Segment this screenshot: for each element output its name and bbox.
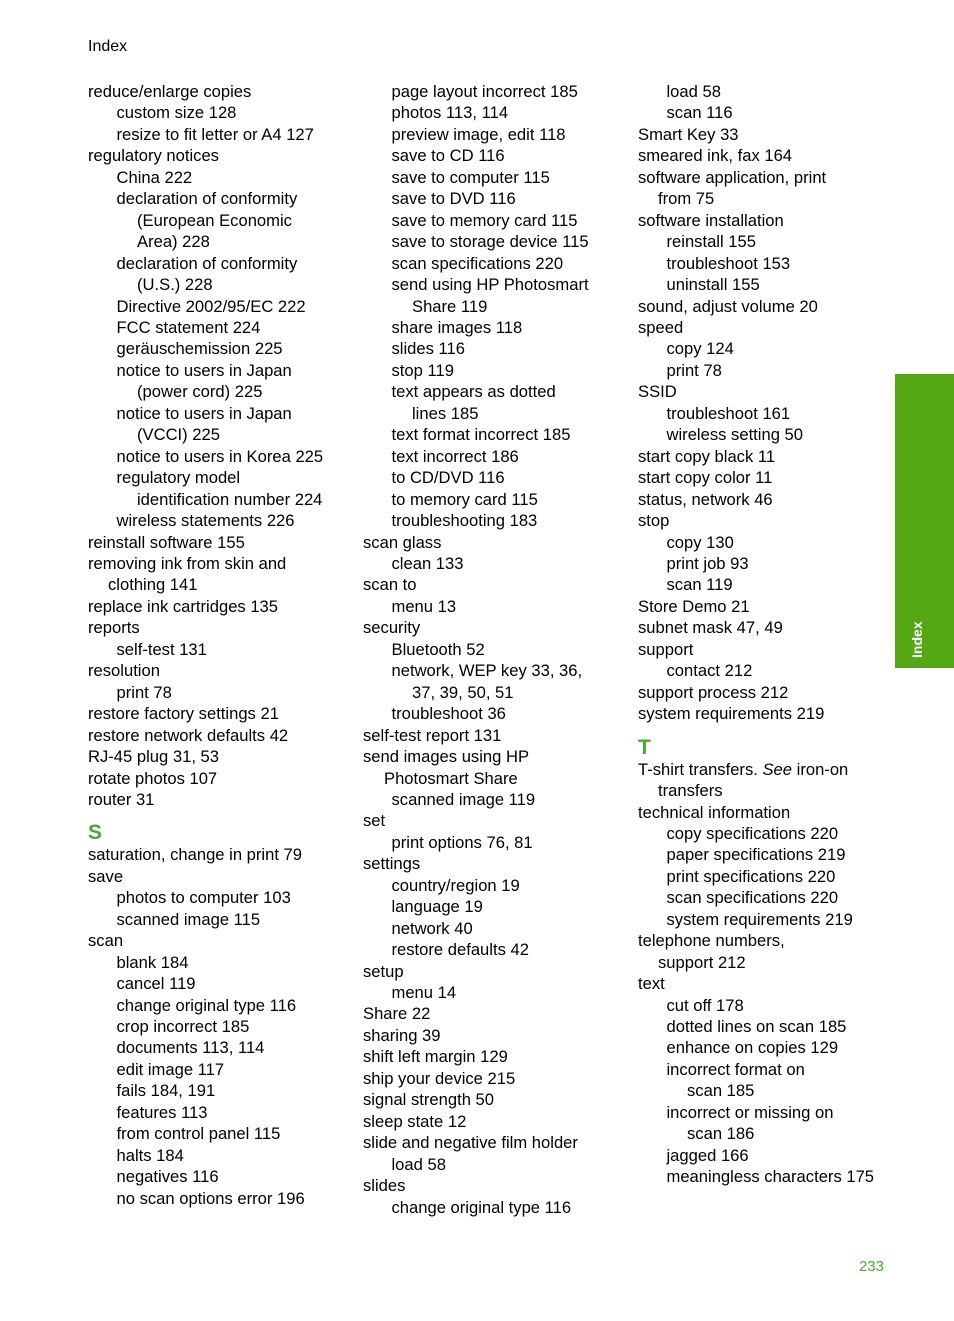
index-entry: wireless statements 226 (116, 511, 295, 531)
index-entry: jagged 166 (666, 1145, 749, 1165)
index-entry (638, 759, 900, 780)
index-entry: troubleshoot 36 (391, 704, 506, 724)
index-entry: page layout incorrect 185 (391, 82, 578, 101)
index-entry: Share 119 (412, 296, 488, 316)
index-entry: print 78 (666, 360, 722, 380)
section-letter: T (638, 735, 651, 759)
index-entry: enhance on copies 129 (666, 1038, 839, 1058)
index-entry: save to memory card 115 (391, 210, 578, 230)
index-entry: copy 130 (666, 532, 734, 552)
index-entry: support 212 (658, 952, 746, 972)
index-entry: photos 113, 114 (391, 103, 509, 123)
index-entry: saturation, change in print 79 (88, 845, 303, 865)
index-entry: (VCCI) 225 (137, 425, 220, 445)
index-entry: self-test 131 (116, 639, 207, 659)
index-column-2 (363, 81, 625, 1218)
index-entry: network 40 (391, 918, 473, 938)
index-entry: technical information (638, 802, 791, 822)
index-entry: scan to (363, 575, 417, 595)
index-entry: paper specifications 219 (666, 845, 846, 865)
index-entry: 37, 39, 50, 51 (412, 682, 514, 702)
index-entry: system requirements 219 (638, 704, 825, 724)
index-entry: resolution (88, 661, 160, 681)
index-entry: scan 186 (687, 1124, 755, 1144)
index-entry: scanned image 119 (391, 789, 536, 809)
index-entry: Directive 2002/95/EC 222 (116, 296, 306, 316)
index-entry: incorrect or missing on (666, 1102, 834, 1122)
index-entry: troubleshooting 183 (391, 511, 538, 531)
side-tab (895, 374, 954, 668)
side-tab-label-wrap (909, 602, 929, 662)
see-reference: See (762, 759, 793, 779)
index-entry: slides 116 (391, 339, 465, 359)
index-entry: software installation (638, 210, 784, 230)
index-entry: menu 14 (391, 983, 457, 1003)
index-entry: scan specifications 220 (391, 253, 564, 273)
index-entry: share images 118 (391, 317, 523, 337)
index-entry: RJ-45 plug 31, 53 (88, 747, 219, 767)
index-entry: Area) 228 (137, 232, 210, 252)
index-entry: photos to computer 103 (116, 888, 291, 908)
index-entry: preview image, edit 118 (391, 124, 566, 144)
index-entry: slide and negative film holder (363, 1133, 578, 1153)
index-entry: copy 124 (666, 339, 734, 359)
index-entry: text (638, 974, 665, 994)
index-entry: Photosmart Share (384, 768, 518, 788)
index-entry: from 75 (658, 189, 715, 209)
index-entry: resize to fit letter or A4 127 (116, 124, 314, 144)
index-entry: start copy color 11 (638, 468, 773, 488)
index-entry: settings (363, 854, 421, 874)
index-column-1 (88, 81, 350, 1209)
index-entry: from control panel 115 (116, 1124, 281, 1144)
index-entry: reports (88, 618, 140, 638)
index-entry: custom size 128 (116, 103, 237, 123)
index-entry: load 58 (391, 1154, 446, 1174)
index-entry: China 222 (116, 167, 193, 187)
index-entry: edit image 117 (116, 1059, 225, 1079)
index-entry: wireless setting 50 (666, 425, 804, 445)
index-entry: country/region 19 (391, 875, 520, 895)
index-entry: set (363, 811, 386, 831)
index-entry: setup (363, 961, 404, 981)
index-entry: text incorrect 186 (391, 446, 519, 466)
index-entry: crop incorrect 185 (116, 1017, 250, 1037)
index-entry: sound, adjust volume 20 (638, 296, 818, 316)
index-entry: print job 93 (666, 553, 749, 573)
index-entry: copy specifications 220 (666, 823, 839, 843)
index-entry: print options 76, 81 (391, 832, 533, 852)
index-entry: contact 212 (666, 661, 753, 681)
index-entry: blank 184 (116, 952, 189, 972)
index-entry: troubleshoot 161 (666, 403, 791, 423)
index-entry: Bluetooth 52 (391, 639, 485, 659)
index-entry: print specifications 220 (666, 866, 836, 886)
index-entry: text format incorrect 185 (391, 425, 571, 445)
index-entry: notice to users in Japan (116, 360, 292, 380)
index-entry: notice to users in Korea 225 (116, 446, 324, 466)
index-entry: print 78 (116, 682, 172, 702)
index-entry: regulatory model (116, 468, 241, 488)
index-entry: clothing 141 (108, 575, 198, 595)
index-entry: telephone numbers, (638, 931, 785, 951)
index-column-3 (638, 81, 900, 1188)
index-entry: scan 185 (687, 1081, 755, 1101)
index-entry: software application, print (638, 167, 827, 187)
index-entry: text appears as dotted (391, 382, 556, 402)
index-entry: documents 113, 114 (116, 1038, 265, 1058)
index-entry: send images using HP (363, 747, 530, 767)
index-entry: speed (638, 317, 684, 337)
see-target: iron-on (792, 759, 849, 779)
index-entry: ship your device 215 (363, 1068, 516, 1088)
index-entry: save to CD 116 (391, 146, 505, 166)
index-entry: no scan options error 196 (116, 1188, 305, 1208)
index-entry: scan 116 (666, 103, 733, 123)
index-entry: (power cord) 225 (137, 382, 263, 402)
index-entry: fails 184, 191 (116, 1081, 216, 1101)
index-entry: reinstall software 155 (88, 532, 245, 552)
index-entry: notice to users in Japan (116, 403, 292, 423)
index-entry: (European Economic (137, 210, 292, 230)
index-entry: negatives 116 (116, 1167, 219, 1187)
side-tab-label: Index (909, 621, 925, 658)
index-entry: stop (638, 511, 670, 531)
index-entry: signal strength 50 (363, 1090, 494, 1110)
index-entry: security (363, 618, 421, 638)
index-entry: cut off 178 (666, 995, 744, 1015)
index-entry: router 31 (88, 789, 155, 809)
index-entry: replace ink cartridges 135 (88, 596, 279, 616)
index-entry: features 113 (116, 1102, 208, 1122)
index-entry: support (638, 639, 694, 659)
index-entry: support process 212 (638, 682, 789, 702)
index-entry: sharing 39 (363, 1025, 441, 1045)
index-entry: regulatory notices (88, 146, 219, 166)
index-entry: save to storage device 115 (391, 232, 589, 252)
index-entry: Store Demo 21 (638, 596, 750, 616)
index-entry: rotate photos 107 (88, 768, 218, 788)
index-entry: start copy black 11 (638, 446, 776, 466)
index-entry: geräuschemission 225 (116, 339, 283, 359)
index-entry: incorrect format on (666, 1059, 805, 1079)
index-entry: scan glass (363, 532, 442, 552)
index-entry: clean 133 (391, 553, 464, 573)
index-entry: send using HP Photosmart (391, 275, 589, 295)
index-entry: declaration of conformity (116, 253, 298, 273)
index-entry: sleep state 12 (363, 1111, 467, 1131)
index-entry: save (88, 866, 124, 886)
index-entry: scanned image 115 (116, 909, 261, 929)
index-entry: reinstall 155 (666, 232, 756, 252)
running-header: Index (88, 38, 128, 55)
index-entry: subnet mask 47, 49 (638, 618, 783, 638)
index-entry: uninstall 155 (666, 275, 760, 295)
index-entry: to CD/DVD 116 (391, 468, 505, 488)
page-number: 233 (858, 1258, 884, 1275)
index-entry: to memory card 115 (391, 489, 538, 509)
index-entry: Share 22 (363, 1004, 431, 1024)
index-entry: dotted lines on scan 185 (666, 1017, 847, 1037)
index-entry: save to DVD 116 (391, 189, 516, 209)
index-entry: change original type 116 (116, 995, 297, 1015)
index-entry: network, WEP key 33, 36, (391, 661, 583, 681)
index-entry: meaningless characters 175 (666, 1167, 875, 1187)
index-entry: save to computer 115 (391, 167, 550, 187)
index-entry: troubleshoot 153 (666, 253, 791, 273)
index-entry: (U.S.) 228 (137, 275, 213, 295)
index-entry: language 19 (391, 897, 483, 917)
index-entry: system requirements 219 (666, 909, 853, 929)
index-entry: smeared ink, fax 164 (638, 146, 793, 166)
index-entry: cancel 119 (116, 974, 196, 994)
index-entry: shift left margin 129 (363, 1047, 508, 1067)
index-entry: halts 184 (116, 1145, 184, 1165)
section-letter: S (88, 821, 103, 845)
index-entry: declaration of conformity (116, 189, 298, 209)
index-entry: scan specifications 220 (666, 888, 839, 908)
index-entry: restore defaults 42 (391, 940, 529, 960)
index-entry: load 58 (666, 82, 721, 101)
index-entry-text: T-shirt transfers. (638, 759, 763, 779)
index-entry: restore factory settings 21 (88, 704, 279, 724)
index-entry: lines 185 (412, 403, 479, 423)
index-entry: removing ink from skin and (88, 553, 287, 573)
index-entry: identification number 224 (137, 489, 323, 509)
index-entry: reduce/enlarge copies (88, 82, 252, 101)
index-entry: status, network 46 (638, 489, 773, 509)
index-entry: slides (363, 1176, 406, 1196)
index-entry: scan (88, 931, 124, 951)
index-entry: menu 13 (391, 596, 457, 616)
index-entry: Smart Key 33 (638, 124, 739, 144)
index-entry: change original type 116 (391, 1197, 572, 1217)
index-entry: scan 119 (666, 575, 733, 595)
index-entry: FCC statement 224 (116, 317, 261, 337)
index-entry: transfers (658, 781, 723, 801)
index-entry: SSID (638, 382, 677, 402)
index-entry: self-test report 131 (363, 725, 502, 745)
index-entry: stop 119 (391, 360, 454, 380)
index-entry: restore network defaults 42 (88, 725, 289, 745)
